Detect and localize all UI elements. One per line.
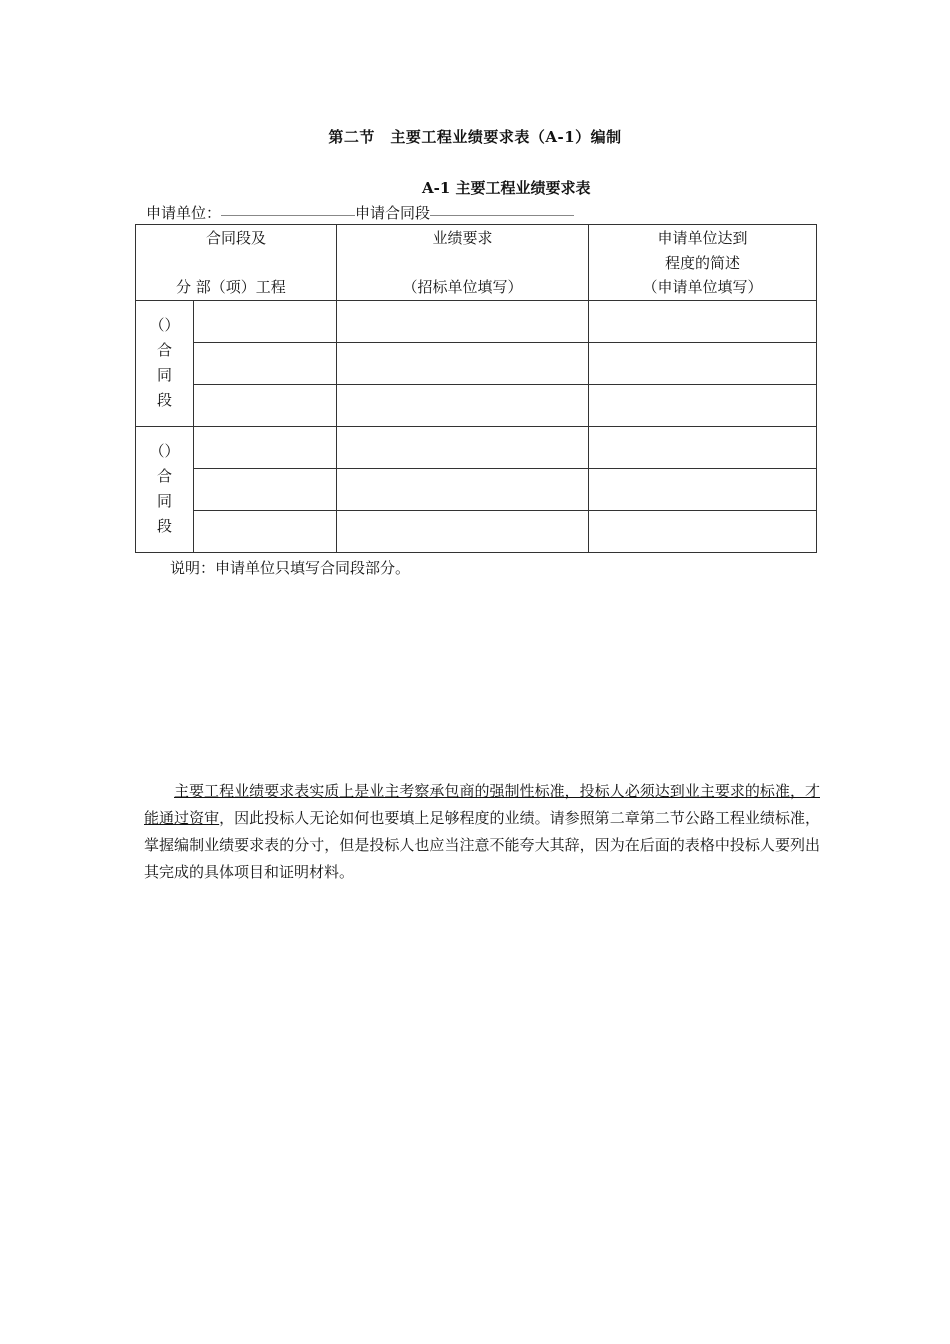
requirement-cell[interactable]: [337, 510, 589, 552]
table-row: [136, 342, 817, 384]
sub-project-cell[interactable]: [194, 300, 337, 342]
header-col1-line2: 分 部（项）工程: [176, 278, 286, 296]
table-row: [136, 300, 817, 342]
requirement-cell[interactable]: [337, 468, 589, 510]
group-label-line3: 同: [156, 492, 172, 510]
table-header-row: [136, 225, 817, 301]
description-cell[interactable]: [589, 468, 817, 510]
sub-project-cell[interactable]: [194, 384, 337, 426]
sub-project-cell[interactable]: [194, 510, 337, 552]
applicant-unit-label: 申请单位：: [146, 204, 222, 222]
description-cell[interactable]: [589, 510, 817, 552]
group-label-line2: 合: [156, 467, 172, 485]
paragraph-text: ，因此投标人无论如何也要填上足够程度的业绩。请参照第二章第二节公路工程业绩标准，掌握编制业绩要求表的分寸，但是投标人也应当注意不能夸大其辞，因为在后面的表格中投标人要列出其完成的具体项目和证明材料。: [144, 809, 820, 881]
applicant-section-label: 申请合同段: [355, 204, 431, 222]
description-cell[interactable]: [589, 300, 817, 342]
requirement-cell[interactable]: [337, 384, 589, 426]
table-row: [136, 426, 817, 468]
header-col3-line2: 程度的简述: [664, 253, 740, 272]
table-row: [136, 510, 817, 552]
contract-section-label: [136, 300, 194, 426]
description-cell[interactable]: [589, 426, 817, 468]
applicant-line: [146, 202, 574, 223]
header-applicant-description: [589, 225, 817, 301]
group-label-line2: 合: [156, 341, 172, 359]
section-title: 第二节 主要工程业绩要求表（A-1）编制: [328, 128, 622, 146]
requirement-cell[interactable]: [337, 300, 589, 342]
header-col3-line3: （申请单位填写）: [642, 278, 763, 296]
description-cell[interactable]: [589, 342, 817, 384]
group-label-line1: （）: [149, 316, 180, 334]
table-row: [136, 468, 817, 510]
contract-section-label: [136, 426, 194, 552]
header-col3-line1: 申请单位达到: [657, 229, 748, 247]
sub-project-cell[interactable]: [194, 342, 337, 384]
requirement-cell[interactable]: [337, 342, 589, 384]
header-contract-section: [136, 225, 337, 301]
requirement-cell[interactable]: [337, 426, 589, 468]
table-note: 说明：申请单位只填写合同段部分。: [170, 559, 411, 577]
sub-project-cell[interactable]: [194, 426, 337, 468]
description-cell[interactable]: [589, 384, 817, 426]
header-col2-line1: 业绩要求: [432, 229, 493, 247]
header-col1-line1: 合同段及: [205, 229, 266, 247]
table-title: A-1 主要工程业绩要求表: [422, 179, 591, 197]
performance-requirements-table: [135, 224, 817, 553]
table-row: [136, 384, 817, 426]
sub-project-cell[interactable]: [194, 468, 337, 510]
applicant-unit-blank[interactable]: [221, 205, 355, 216]
paragraph-underlined-text: 主要工程业绩要求表实质上是业主考察承包商的强制性标准，投标人必须达到业主要求的标准，才能通过资审: [144, 782, 820, 827]
group-label-line4: 段: [156, 517, 172, 535]
group-label-line1: （）: [149, 442, 180, 460]
header-col2-line2: （招标单位填写）: [402, 278, 523, 296]
explanation-paragraph: [144, 778, 820, 886]
header-requirements: [337, 225, 589, 301]
applicant-section-blank[interactable]: [430, 205, 574, 216]
group-label-line3: 同: [156, 366, 172, 384]
group-label-line4: 段: [156, 391, 172, 409]
